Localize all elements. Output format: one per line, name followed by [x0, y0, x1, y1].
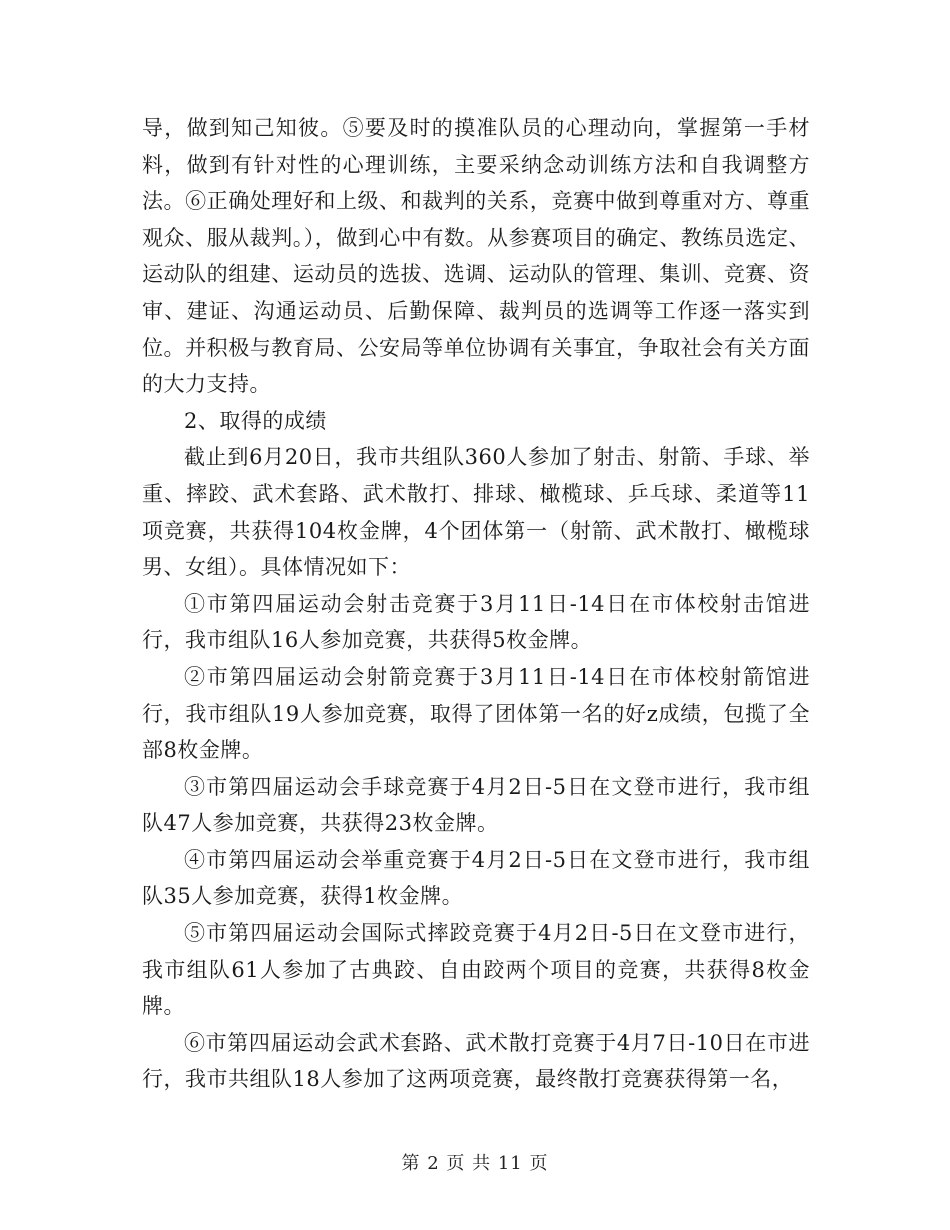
paragraph-item-wrestling: ⑤市第四届运动会国际式摔跤竞赛于4月2日-5日在文登市进行，我市组队61人参加了古典跤、自由跤两个项目的竞赛，共获得8枚金牌。	[142, 921, 810, 1019]
paragraph-continuation: 导，做到知己知彼。⑤要及时的摸准队员的心理动向，掌握第一手材料，做到有针对性的心理训练，主要采纳念动训练方法和自我调整方法。⑥正确处理好和上级、和裁判的关系，竞赛中做到尊重对方、尊重观众、服从裁判。），做到心中有数。从参赛项目的确定、教练员选定、运动队的组建、运动员的选拔、选调、运动队的管理、集训、竞赛、资审、建证、沟通运动员、后勤保障、裁判员的选调等工作逐一落实到位。并积极与教育局、公安局等单位协调有关事宜，争取社会有关方面的大力支持。	[142, 116, 810, 397]
section-heading-achievements: 2、取得的成绩	[184, 408, 327, 433]
page-number-footer: 第 2 页 共 11 页	[401, 1153, 549, 1174]
paragraph-item-weightlifting: ④市第四届运动会举重竞赛于4月2日-5日在文登市进行，我市组队35人参加竞赛，获得1枚金牌。	[142, 847, 810, 909]
document-body	[142, 110, 810, 1098]
paragraph-item-archery: ②市第四届运动会射箭竞赛于3月11日-14日在市体校射箭馆进行，我市组队19人参加竞赛，取得了团体第一名的好z成绩，包揽了全部8枚金牌。	[142, 664, 810, 763]
paragraph-item-shooting: ①市第四届运动会射击竞赛于3月11日-14日在市体校射击馆进行，我市组队16人参加竞赛，共获得5枚金牌。	[142, 591, 810, 653]
paragraph-item-handball: ③市第四届运动会手球竞赛于4月2日-5日在文登市进行，我市组队47人参加竞赛，共获得23枚金牌。	[142, 774, 810, 836]
paragraph-item-wushu: ⑥市第四届运动会武术套路、武术散打竞赛于4月7日-10日在市进行，我市共组队18人参加了这两项竞赛，最终散打竞赛获得第一名，	[142, 1030, 810, 1092]
paragraph-summary: 截止到6月20日，我市共组队360人参加了射击、射箭、手球、举重、摔跤、武术套路、武术散打、排球、橄榄球、乒乓球、柔道等11项竞赛，共获得104枚金牌，4个团体第一（射箭、武术散打、橄榄球男、女组）。具体情况如下：	[142, 445, 810, 580]
